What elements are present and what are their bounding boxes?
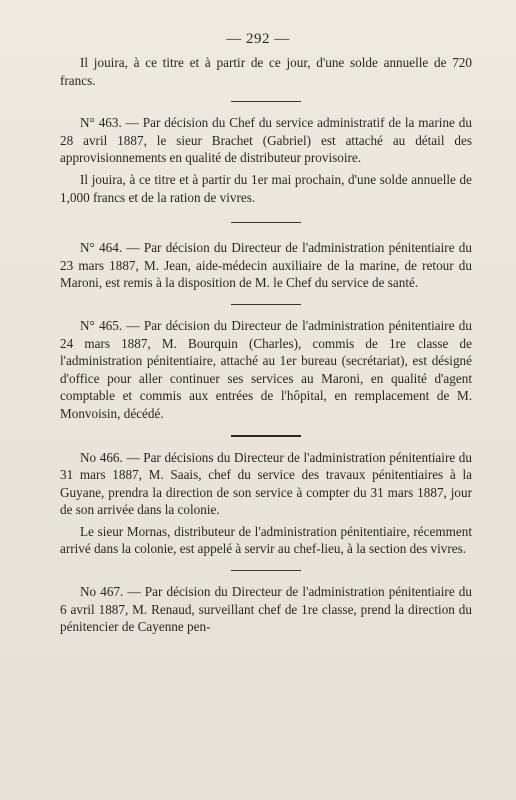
- paragraph: N° 464. — Par décision du Directeur de l'administration pénitentiaire du 23 mars 1887, M. Jean, aide-médecin auxiliaire de la marine, de retour du Maroni, est remis à la disposition de M. le Chef du service de santé.: [60, 240, 472, 291]
- paragraph: No 467. — Par décision du Directeur de l'administration pénitentiaire du 6 avril 1887, M. Renaud, surveillant chef de 1re classe, prend la direction du pénitencier de Cayenne pen-: [60, 584, 472, 635]
- paragraph: Il jouira, à ce titre et à partir de ce jour, d'une solde annuelle de 720 francs.: [60, 55, 472, 88]
- page-content: [60, 54, 472, 636]
- entry-463: [60, 114, 472, 206]
- paragraph: Le sieur Mornas, distributeur de l'administration pénitentiaire, récemment arrivé dans la colonie, est appelé à servir au chef-lieu, à la section des vivres.: [60, 523, 472, 557]
- entry-465: [60, 317, 472, 423]
- entry-466: [60, 449, 472, 559]
- entry-467: [60, 583, 472, 636]
- paragraph: No 466. — Par décisions du Directeur de l'administration pénitentiaire du 31 mars 1887, M. Saais, chef du service des travaux pénitentiaires à la Guyane, prendra la direction de son service à compter du 31 mars 1887, jour de son arrivée dans la colonie.: [60, 449, 472, 518]
- paragraph: N° 463. — Par décision du Chef du service administratif de la marine du 28 avril 1887, le sieur Brachet (Gabriel) est attaché au détail des approvisionnements en qualité de distributeur provisoire.: [60, 115, 472, 166]
- page-number: — 292 —: [226, 31, 290, 47]
- paragraph: N° 465. — Par décision du Directeur de l'administration pénitentiaire du 24 mars 1887, M. Bourquin (Charles), commis de 1re classe de l'administration pénitentiaire, attaché au 1er bureau (secrétariat), est désigné d'office pour aller continuer ses services au Maroni, en qualité d'agent comptable et commis aux entrées de l'hôpital, en remplacement de M. Monvoisin, décédé.: [60, 317, 472, 421]
- entry-464: [60, 239, 472, 292]
- entry-continuation: [60, 54, 472, 89]
- paragraph: Il jouira, à ce titre et à partir du 1er mai prochain, d'une solde annuelle de 1,000 francs et de la ration de vivres.: [60, 171, 472, 205]
